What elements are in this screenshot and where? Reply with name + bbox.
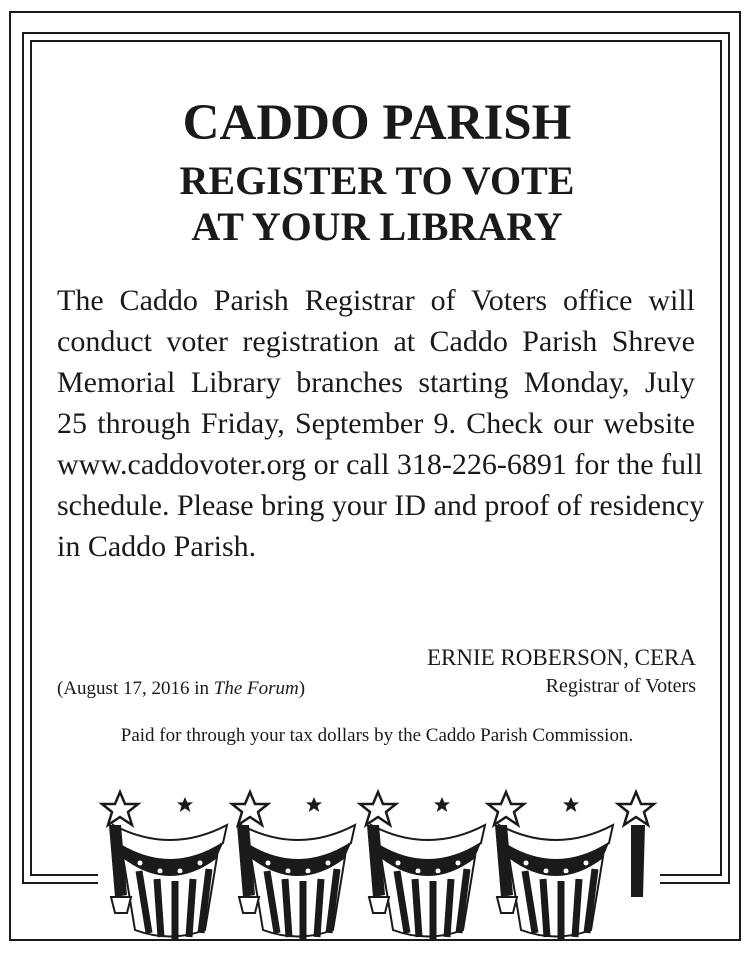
publication-date	[57, 678, 305, 700]
body-line: 25 through Friday, September 9. Check our website	[57, 407, 695, 440]
heading-library: AT YOUR LIBRARY	[191, 204, 563, 249]
border-bottom-left-1	[22, 882, 98, 884]
body-line: The Caddo Parish Registrar of Voters office will	[57, 284, 695, 317]
heading-register: REGISTER TO VOTE	[179, 158, 575, 203]
body-line: schedule. Please bring your ID and proof of residency	[57, 489, 705, 522]
body-line: in Caddo Parish.	[57, 530, 257, 563]
body-line: Memorial Library branches starting Monday, July	[57, 366, 695, 399]
publication-prefix: (August 17, 2016 in	[57, 678, 214, 699]
heading-parish: CADDO PARISH	[182, 95, 572, 151]
body-line: conduct voter registration at Caddo Parish Shreve	[57, 325, 695, 358]
border-bottom-left-2	[30, 874, 98, 876]
signature-name: ERNIE ROBERSON, CERA	[427, 645, 696, 670]
border-bottom-right-1	[660, 882, 730, 884]
signature-title: Registrar of Voters	[545, 675, 696, 697]
paid-notice: Paid for through your tax dollars by the Caddo Parish Commission.	[120, 725, 634, 746]
patriotic-bunting-icon	[95, 785, 661, 943]
body-line: www.caddovoter.org or call 318-226-6891 for the full	[57, 448, 703, 481]
border-bottom-right-2	[660, 874, 722, 876]
publication-suffix: )	[298, 678, 306, 699]
notice-body	[57, 280, 705, 567]
publication-paper: The Forum	[213, 678, 299, 699]
